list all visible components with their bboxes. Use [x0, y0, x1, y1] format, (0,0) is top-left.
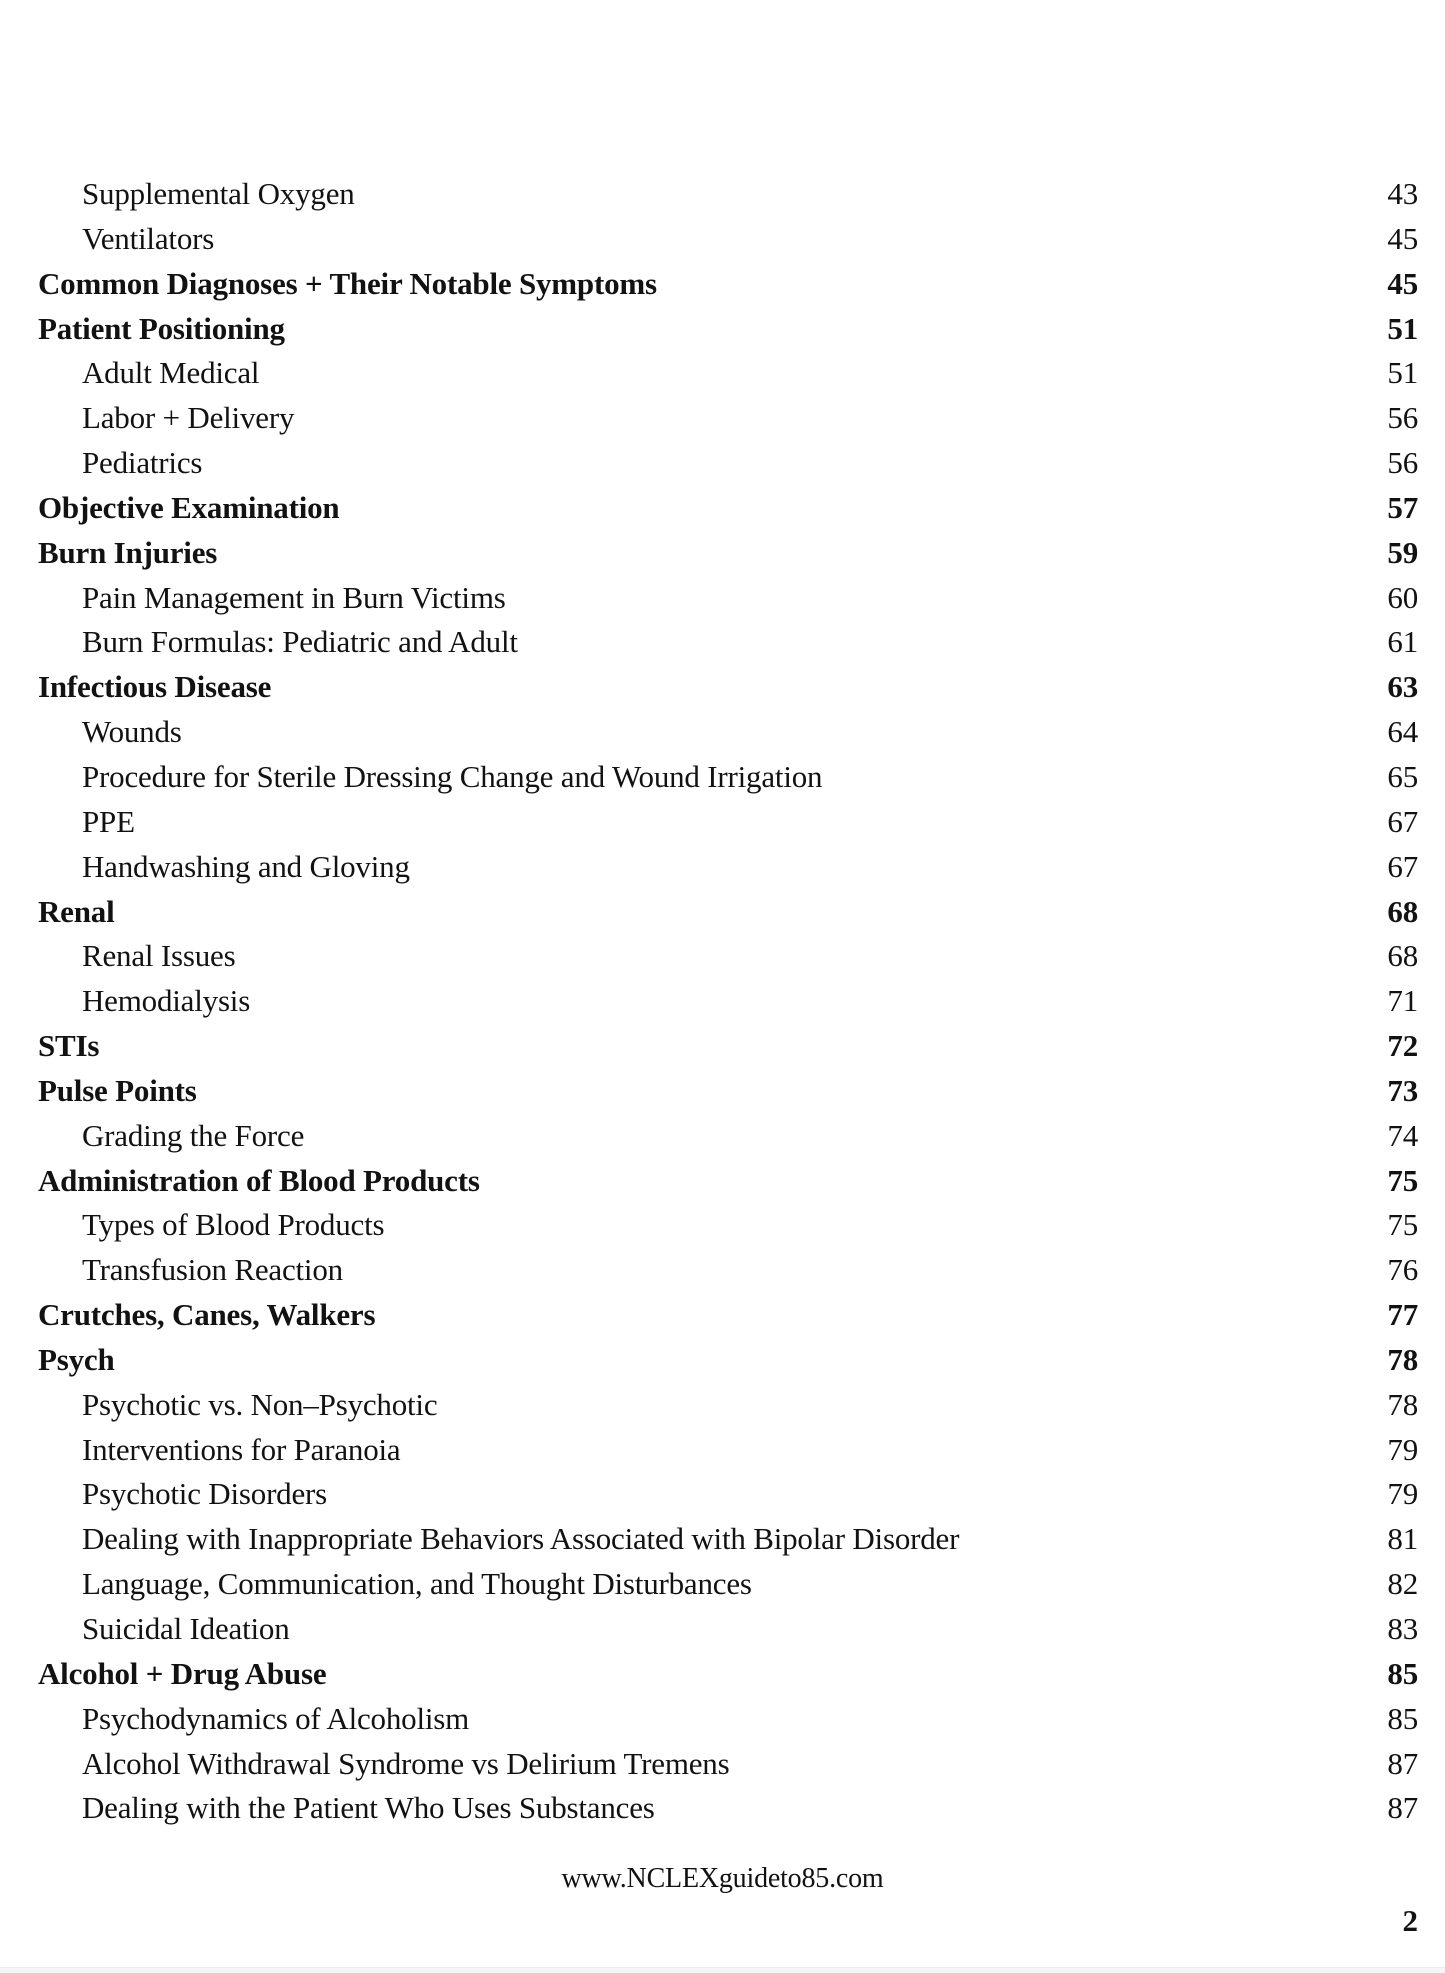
toc-entry-page-number: 71: [1387, 983, 1418, 1019]
toc-entry-label: Dealing with Inappropriate Behaviors Associated with Bipolar Disorder: [82, 1521, 960, 1557]
toc-row: [38, 262, 1418, 307]
toc-row: [38, 172, 1418, 217]
toc-entry-page-number: 67: [1387, 848, 1418, 884]
toc-row: [38, 620, 1418, 665]
toc-entry-label: Psych: [38, 1341, 115, 1377]
toc-entry-label: Suicidal Ideation: [82, 1611, 290, 1646]
toc-entry-label: Transfusion Reaction: [82, 1252, 343, 1288]
toc-row: [38, 1293, 1418, 1338]
toc-row: [38, 1517, 1418, 1562]
toc-entry-page-number: 56: [1387, 400, 1418, 436]
toc-entry-page-number: 81: [1387, 1521, 1418, 1557]
toc-row: [38, 1472, 1418, 1517]
toc-entry-label: Common Diagnoses + Their Notable Symptoms: [38, 265, 657, 301]
footer-url: www.NCLEXguideto85.com: [561, 1863, 884, 1894]
toc-entry-page-number: 85: [1387, 1700, 1418, 1736]
toc-entry-label: Psychotic Disorders: [82, 1476, 328, 1512]
toc-entry-page-number: 61: [1387, 624, 1418, 660]
toc-entry-page-number: 63: [1387, 669, 1418, 705]
toc-entry-label: Ventilators: [82, 220, 215, 256]
toc-entry-label: Supplemental Oxygen: [82, 176, 355, 211]
toc-entry-page-number: 68: [1387, 938, 1418, 974]
table-of-contents: [38, 172, 1418, 1831]
toc-entry-page-number: 85: [1387, 1655, 1418, 1691]
toc-entry-page-number: 78: [1387, 1341, 1418, 1377]
toc-entry-page-number: 51: [1387, 355, 1418, 391]
toc-row: [38, 1562, 1418, 1607]
toc-entry-label: Renal: [38, 893, 115, 929]
toc-row: [38, 845, 1418, 890]
toc-entry-page-number: 75: [1387, 1207, 1418, 1243]
toc-entry-page-number: 56: [1387, 445, 1418, 481]
toc-entry-label: Psychodynamics of Alcoholism: [82, 1700, 470, 1736]
toc-entry-page-number: 78: [1387, 1386, 1418, 1422]
toc-row: [38, 351, 1418, 396]
toc-entry-label: Renal Issues: [82, 938, 236, 974]
toc-entry-page-number: 43: [1387, 176, 1418, 211]
toc-entry-page-number: 83: [1387, 1611, 1418, 1646]
toc-row: [38, 890, 1418, 935]
toc-row: [38, 217, 1418, 262]
toc-entry-label: Burn Injuries: [38, 534, 218, 570]
toc-entry-label: Hemodialysis: [82, 983, 251, 1019]
toc-entry-page-number: 68: [1387, 893, 1418, 929]
toc-entry-label: Wounds: [82, 714, 182, 750]
toc-row: [38, 1607, 1418, 1652]
toc-row: [38, 1652, 1418, 1697]
toc-entry-page-number: 64: [1387, 714, 1418, 750]
toc-row: [38, 1428, 1418, 1473]
toc-entry-label: Infectious Disease: [38, 669, 272, 705]
toc-row: [38, 1248, 1418, 1293]
toc-row: [38, 396, 1418, 441]
toc-row: [38, 486, 1418, 531]
toc-row: [38, 979, 1418, 1024]
toc-entry-page-number: 57: [1387, 489, 1418, 525]
toc-row: [38, 1203, 1418, 1248]
toc-entry-label: Burn Formulas: Pediatric and Adult: [82, 624, 518, 660]
toc-entry-page-number: 45: [1387, 265, 1418, 301]
toc-row: [38, 934, 1418, 979]
toc-row: [38, 800, 1418, 845]
toc-entry-label: Grading the Force: [82, 1117, 305, 1153]
toc-row: [38, 1069, 1418, 1114]
toc-entry-page-number: 65: [1387, 758, 1418, 794]
toc-entry-page-number: 75: [1387, 1162, 1418, 1198]
page-number: 2: [1402, 1903, 1418, 1938]
toc-entry-page-number: 79: [1387, 1476, 1418, 1512]
toc-entry-label: Interventions for Paranoia: [82, 1431, 401, 1467]
toc-entry-label: Pain Management in Burn Victims: [82, 579, 506, 615]
toc-entry-label: Labor + Delivery: [82, 400, 295, 436]
toc-entry-page-number: 45: [1387, 220, 1418, 256]
toc-entry-label: Pulse Points: [38, 1072, 197, 1108]
toc-entry-page-number: 87: [1387, 1745, 1418, 1781]
toc-entry-page-number: 73: [1387, 1072, 1418, 1108]
toc-entry-label: Language, Communication, and Thought Disturbances: [82, 1566, 752, 1602]
toc-entry-page-number: 72: [1387, 1028, 1418, 1064]
toc-entry-page-number: 77: [1387, 1297, 1418, 1333]
toc-entry-page-number: 76: [1387, 1252, 1418, 1288]
toc-row: [38, 441, 1418, 486]
toc-entry-label: Pediatrics: [82, 445, 203, 481]
toc-entry-label: Patient Positioning: [38, 310, 285, 346]
toc-entry-label: Alcohol Withdrawal Syndrome vs Delirium Tremens: [82, 1745, 730, 1781]
toc-entry-page-number: 79: [1387, 1431, 1418, 1467]
toc-entry-label: Administration of Blood Products: [38, 1162, 480, 1198]
toc-row: [38, 1159, 1418, 1204]
page-bottom-edge: [0, 1967, 1445, 1973]
toc-entry-label: Alcohol + Drug Abuse: [38, 1655, 327, 1691]
toc-entry-label: Dealing with the Patient Who Uses Substances: [82, 1790, 655, 1826]
toc-entry-page-number: 60: [1387, 579, 1418, 615]
toc-entry-label: Objective Examination: [38, 489, 340, 525]
toc-row: [38, 1114, 1418, 1159]
toc-entry-page-number: 87: [1387, 1790, 1418, 1826]
toc-entry-label: Handwashing and Gloving: [82, 848, 410, 884]
toc-row: [38, 1742, 1418, 1787]
toc-row: [38, 1697, 1418, 1742]
toc-row: [38, 576, 1418, 621]
toc-row: [38, 1383, 1418, 1428]
toc-entry-page-number: 74: [1387, 1117, 1418, 1153]
toc-entry-label: Psychotic vs. Non–Psychotic: [82, 1386, 438, 1422]
toc-row: [38, 710, 1418, 755]
toc-row: [38, 665, 1418, 710]
toc-entry-page-number: 59: [1387, 534, 1418, 570]
toc-row: [38, 531, 1418, 576]
toc-entry-page-number: 51: [1387, 310, 1418, 346]
toc-entry-label: Procedure for Sterile Dressing Change and Wound Irrigation: [82, 758, 823, 794]
toc-row: [38, 755, 1418, 800]
toc-row: [38, 1338, 1418, 1383]
toc-row: [38, 1024, 1418, 1069]
toc-entry-label: Types of Blood Products: [82, 1207, 385, 1243]
toc-entry-label: STIs: [38, 1028, 100, 1064]
toc-row: [38, 1786, 1418, 1831]
toc-entry-page-number: 82: [1387, 1566, 1418, 1602]
toc-entry-label: Crutches, Canes, Walkers: [38, 1297, 376, 1333]
toc-entry-label: PPE: [82, 803, 135, 839]
toc-entry-page-number: 67: [1387, 803, 1418, 839]
toc-row: [38, 307, 1418, 352]
toc-entry-label: Adult Medical: [82, 355, 260, 391]
